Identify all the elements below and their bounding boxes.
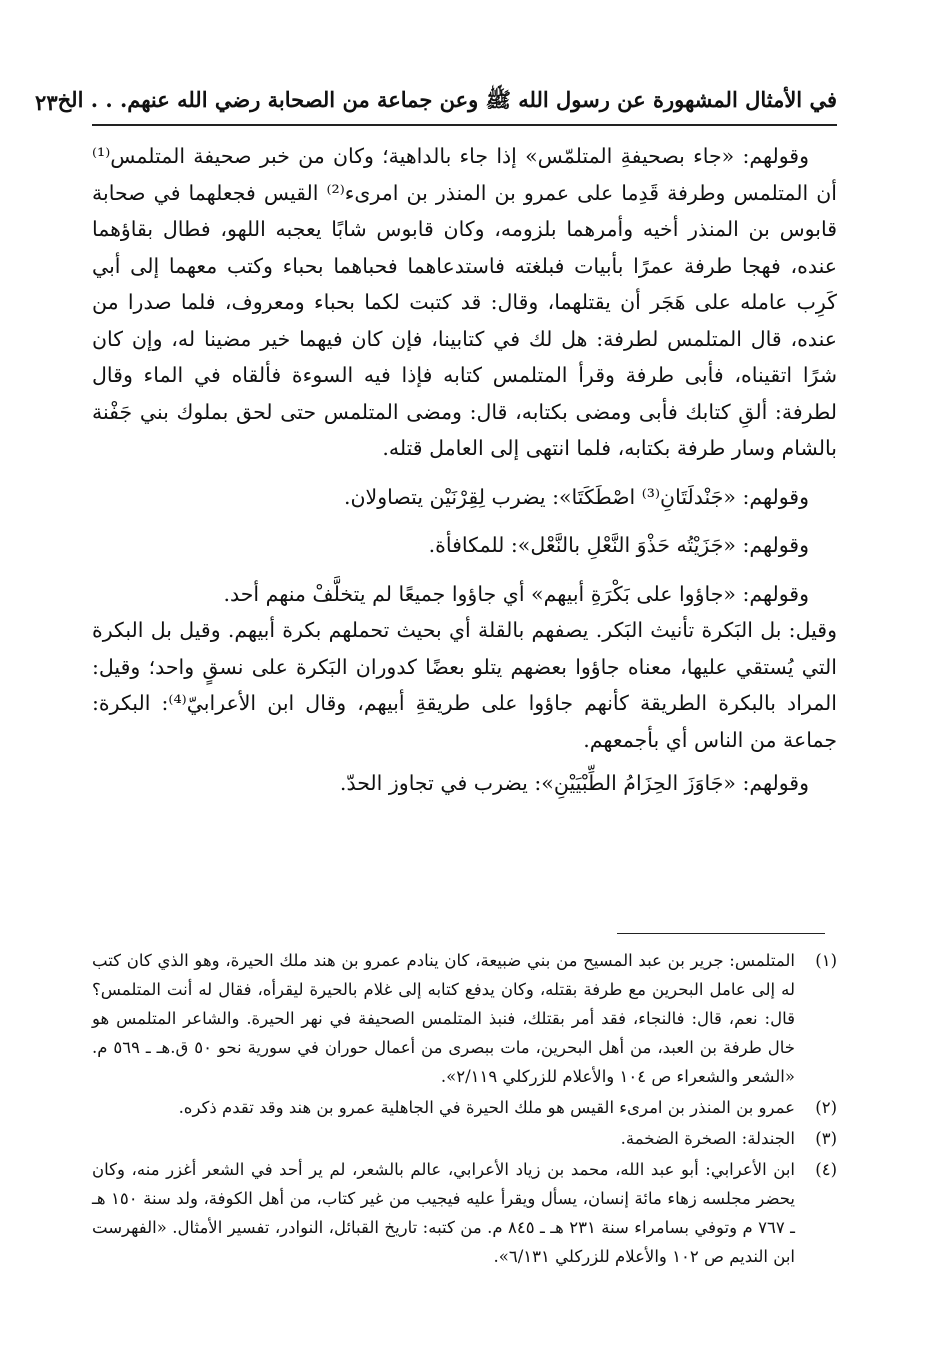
footnote-1 — [92, 946, 837, 1091]
footnote-3 — [92, 1124, 837, 1153]
paragraph-jandalatan: وقولهم: «جَنْدلَتَانِ⁽³⁾ اصْطَكَتَا»: يضرب لِقِرْنَيْن يتصاولان. — [343, 484, 809, 509]
footnote-4 — [92, 1155, 837, 1271]
paragraph-jazaytuhu: وقولهم: «جَزَيْتُه حَذْوَ النَّعْلِ بالنَّعْل»: للمكافأة. — [428, 533, 809, 557]
running-head-title: في الأمثال المشهورة عن رسول الله ﷺ وعن جماعة من الصحابة رضي الله عنهم. . . الخ — [57, 86, 837, 112]
footnote-number: (١) — [815, 951, 837, 970]
footnote-number: (٤) — [815, 1160, 837, 1179]
footnote-text: الجندلة: الصخرة الضخمة. — [620, 1129, 795, 1148]
running-head — [35, 86, 837, 118]
footnote-separator — [617, 933, 825, 934]
paragraph-jawaza-al-hizam: وقولهم: «جَاوَزَ الحِزَامُ الطِّبْيَيْنِ»: يضرب في تجاوز الحدّ. — [339, 771, 809, 795]
footnote-number: (٣) — [815, 1129, 837, 1148]
paragraph-bakrat-abihim: وقولهم: «جاؤوا على بَكْرَةِ أبيهم» أي جاؤوا جميعًا لم يتخلَّفْ منهم أحد. — [223, 581, 809, 606]
footnote-text: ابن الأعرابي: أبو عبد الله، محمد بن زياد الأعرابي، عالم بالشعر، لم ير أحد في الشعر أغزر منه، وكان يحضر مجلسه زهاء مائة إنسان، يسأل ويقرأ عليه فيجيب من غير كتاب، من أهل الكوفة، ولد سنة ١٥٠ هـ ـ ٧٦٧ م وتوفي بسامراء سنة ٢٣١ هـ ـ ٨٤٥ م. من كتبه: تاريخ القبائل، النوادر، تفسير الأمثال. «الفهرست ابن النديم ص ١٠٢ والأعلام للزركلي ٦/١٣١». — [92, 1160, 795, 1266]
paragraph-bakra-explanation: وقيل: بل البَكرة تأنيث البَكر. يصفهم بالقلة أي بحيث تحملهم بكرة أبيهم. وقيل بل البكرة التي يُستقي عليها، معناه جاؤوا بعضهم يتلو بعضًا كدوران البَكرة على نسقٍ واحد؛ وقيل: المراد بالبكرة الطريقة كأنهم جاؤوا على طريقةِ أبيهم، وقال ابن الأعرابيّ⁽⁴⁾: البكرة: جماعة من الناس أي بأجمعهم. — [92, 618, 837, 752]
footnote-text: عمرو بن المنذر بن امرىء القيس هو ملك الحيرة في الجاهلية عمرو بن هند وقد تقدم ذكره. — [178, 1098, 795, 1117]
header-rule — [92, 124, 837, 126]
page-number: ٢٣ — [35, 89, 58, 115]
paragraph-sahifat-al-mutalammis: وقولهم: «جاء بصحيفةِ المتلمّس» إذا جاء بالداهية؛ وكان من خبر صحيفة المتلمس⁽¹⁾ أن المتلمس وطرفة قَدِما على عمرو بن المنذر بن امرىء⁽²⁾ القيس فجعلهما في صحابة قابوس بن المنذر أخيه وأمرهما بلزومه، وكان قابوس شابًا يعجبه اللهو، فطال بقاؤهما عنده، فهجا طرفة عمرًا بأبيات فبلغته فاستدعاهما فحباهما بحباء وكتب معهما إلى أبي كَرِب عامله على هَجَر أن يقتلهما، وقال: قد كتبت لكما بحباء ومعروف، فلما صدرا من عنده، قال المتلمس لطرفة: هل لك في كتابينا، فإن كان فيهما خير مضينا له، وإن كان شرًا اتقيناه، فأبى طرفة وقرأ المتلمس كتابه فإذا فيه السوءة فألقاه في الماء وقال لطرفة: ألقِ كتابك فأبى ومضى بكتابه، قال: ومضى المتلمس حتى لحق بملوك بني جَفْنة بالشام وسار طرفة بكتابه، فلما انتهى إلى العامل قتله. — [92, 144, 837, 460]
footnote-2 — [92, 1093, 837, 1122]
main-text — [92, 138, 837, 802]
footnote-number: (٢) — [815, 1098, 837, 1117]
footnote-text: المتلمس: جرير بن عبد المسيح من بني ضبيعة، كان ينادم عمرو بن هند ملك الحيرة، وهو الذي كان كتب له إلى عامل البحرين مع طرفة بقتله، وكان يدفع كتابه إلى غلام بالحيرة ليقرأه، فقال له أنت المتلمس؟ قال: نعم، قال: فالنجاء، فقد أمر بقتلك، فنبذ المتلمس الصحيفة في نهر الحيرة. والشاعر المتلمس هو خال طرفة بن العبد، من أهل البحرين، مات ببصرى من أعمال حوران في سورية نحو ٥٠ ق.هـ ـ ٥٦٩ م. «الشعر والشعراء ص ١٠٤ والأعلام للزركلي ٢/١١٩». — [92, 951, 795, 1086]
footnotes — [92, 946, 837, 1273]
